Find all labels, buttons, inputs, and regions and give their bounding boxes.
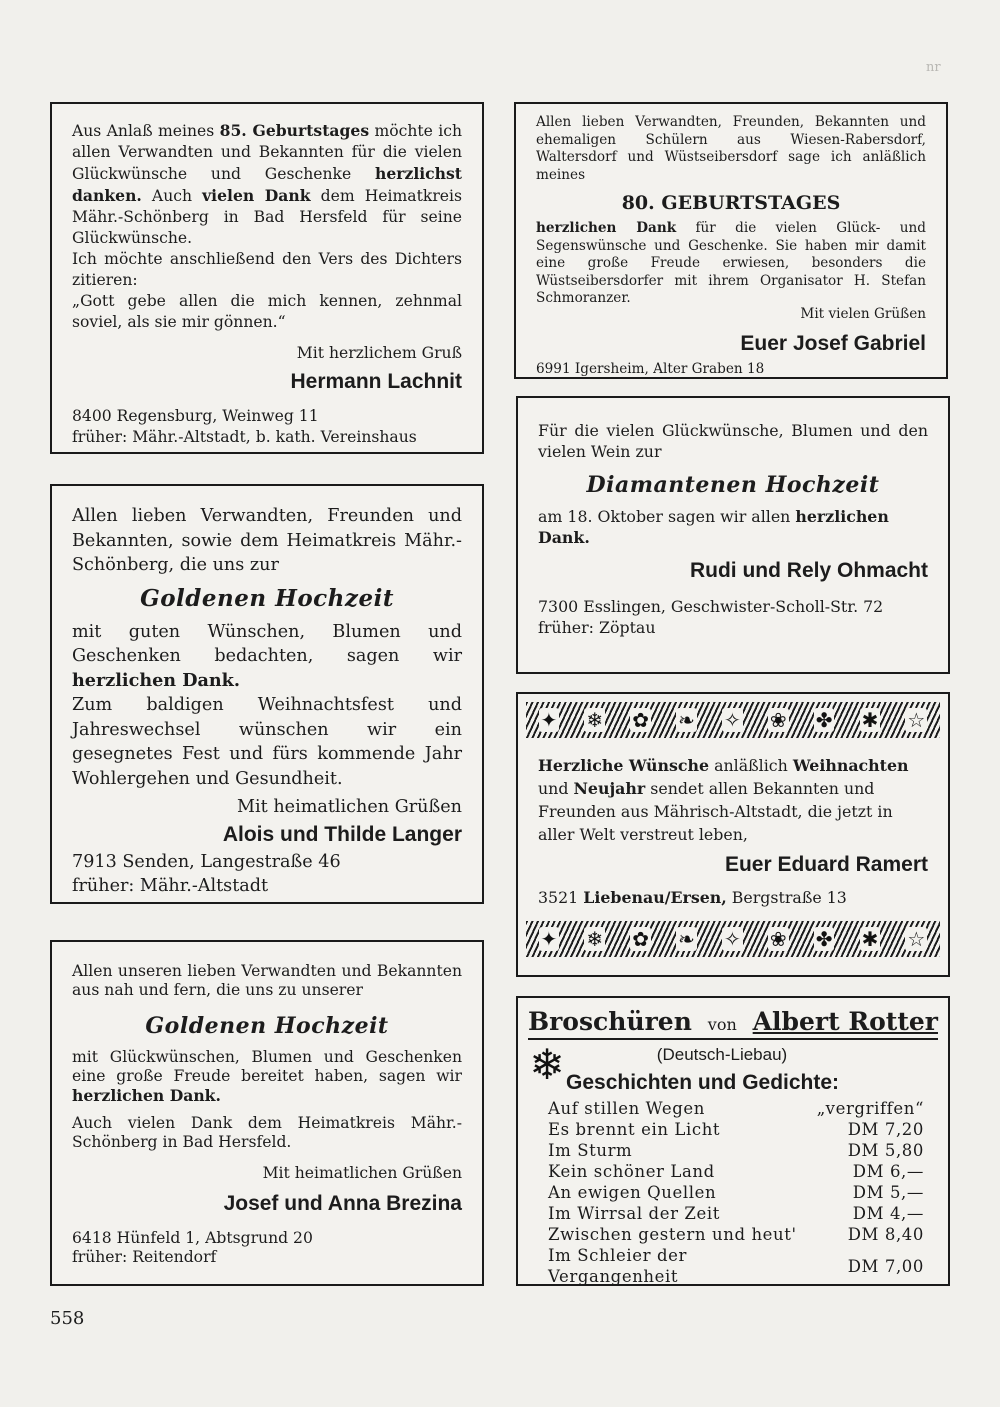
greeting: Mit vielen Grüßen xyxy=(800,305,926,322)
ad-title xyxy=(528,1006,938,1040)
greeting: Mit herzlichem Gruß xyxy=(296,344,462,362)
book-title: Zwischen gestern und heut' xyxy=(548,1225,797,1244)
asterisk-icon: ✱ xyxy=(861,708,879,732)
author-name: Albert Rotter xyxy=(752,1007,938,1036)
title-word: von xyxy=(707,1015,737,1034)
ad-text xyxy=(72,120,462,249)
emphasis: Weihnachten xyxy=(792,756,909,775)
text: dem Heimatkreis Mähr.-Schönberg in Bad Hersfeld für seine Glückwünsche. xyxy=(72,187,462,247)
text: Auch xyxy=(141,187,203,205)
book-price: DM 7,20 xyxy=(847,1120,924,1139)
occasion-heading: Diamantenen Hochzeit xyxy=(586,472,880,498)
text: Bergstraße 13 xyxy=(726,888,847,907)
ad-brezina xyxy=(50,940,484,1286)
star-icon: ✦ xyxy=(540,708,558,732)
ad-text xyxy=(538,506,928,548)
greeting: Mit heimatlichen Grüßen xyxy=(262,1164,462,1182)
address: 7300 Esslingen, Geschwister-Scholl-Str. 72 xyxy=(538,597,884,616)
emphasis: Herzliche Wünsche xyxy=(538,756,710,775)
flower-icon: ✿ xyxy=(632,927,650,951)
former-address: früher: Reitendorf xyxy=(72,1248,217,1266)
ad-rotter xyxy=(516,996,950,1286)
ad-langer xyxy=(50,484,484,904)
ad-text xyxy=(536,220,926,308)
ad-text xyxy=(72,620,462,694)
book-price: „vergriffen“ xyxy=(816,1099,924,1118)
sender-name: Euer Josef Gabriel xyxy=(740,332,926,355)
greeting: Mit heimatlichen Grüßen xyxy=(237,797,462,817)
section-heading: Geschichten und Gedichte: xyxy=(566,1071,840,1094)
snowflake-icon: ❄ xyxy=(586,708,604,732)
book-price: DM 5,80 xyxy=(847,1141,924,1160)
sender-name: Rudi und Rely Ohmacht xyxy=(689,559,928,582)
asterisk-icon: ✱ xyxy=(861,927,879,951)
leaf-icon: ❧ xyxy=(678,708,695,732)
title-word: Broschüren xyxy=(528,1007,692,1036)
address: 8400 Regensburg, Weinweg 11 xyxy=(72,407,319,425)
star-icon: ✦ xyxy=(540,927,558,951)
ad-text xyxy=(72,1048,462,1106)
page-number: 558 xyxy=(50,1308,85,1329)
emphasis: herzlichen Dank. xyxy=(72,669,240,691)
ad-text: Allen lieben Verwandten, Freunden und Bekannten, sowie dem Heimatkreis Mähr.-Schönberg, die uns zur xyxy=(72,506,462,575)
former-address: früher: Zöptau xyxy=(538,618,656,637)
book-title: Kein schöner Land xyxy=(548,1162,715,1181)
sender-name: Hermann Lachnit xyxy=(290,370,462,393)
address: 7913 Senden, Langestraße 46 xyxy=(72,851,341,872)
ad-text: Zum baldigen Weihnachtsfest und Jahreswechsel wünschen wir ein gesegnetes Fest und fürs kommende Jahr Wohlergehen und Gesundheit. xyxy=(72,695,462,789)
book-title: Im Schleier der Vergangenheit xyxy=(548,1246,688,1286)
ad-text: Allen unseren lieben Verwandten und Bekannten aus nah und fern, die uns zu unserer xyxy=(72,962,462,999)
price-list-row xyxy=(548,1119,938,1140)
address xyxy=(538,886,928,909)
former-address: früher: Mähr.-Altstadt, b. kath. Vereinshaus xyxy=(72,428,417,446)
sender-name: Alois und Thilde Langer xyxy=(222,822,462,846)
emphasis: herzlichen Dank. xyxy=(72,1086,221,1105)
emphasis: Liebenau/Ersen, xyxy=(583,888,727,907)
author-origin: (Deutsch-Liebau) xyxy=(656,1045,788,1064)
blossom-icon: ❀ xyxy=(769,927,787,951)
occasion-heading: Goldenen Hochzeit xyxy=(145,1013,389,1039)
price-list-row xyxy=(548,1098,938,1119)
leaf-icon: ❧ xyxy=(678,927,695,951)
text: 3521 xyxy=(538,888,584,907)
snowflake-icon: ❄ xyxy=(529,1041,565,1088)
clover-icon: ✤ xyxy=(815,927,833,951)
emphasis: vielen Dank xyxy=(202,186,311,205)
quote: „Gott gebe allen die mich kennen, zehnmal soviel, als sie mir gönnen.“ xyxy=(72,292,462,331)
sparkle-icon: ✧ xyxy=(723,927,741,951)
flower-icon: ✿ xyxy=(632,708,650,732)
book-title: Im Sturm xyxy=(548,1141,633,1160)
text: möchte ich allen Verwandten und Bekannten für die vielen Glückwünsche und Geschenke xyxy=(72,122,462,183)
price-list-row xyxy=(548,1203,938,1224)
ad-ramert xyxy=(516,692,950,977)
ad-text: Allen lieben Verwandten, Freunden, Bekannten und ehemaligen Schülern aus Wiesen-Rabersdorf, Waltersdorf und Wüstseibersdorf sage ich anläßlich meines xyxy=(536,114,926,183)
text: mit Glückwünschen, Blumen und Geschenken eine große Freude bereitet haben, sagen wir xyxy=(72,1048,462,1085)
blossom-icon: ❀ xyxy=(769,708,787,732)
book-price: DM 4,— xyxy=(852,1204,924,1223)
clover-icon: ✤ xyxy=(815,708,833,732)
snowflake-icon: ❄ xyxy=(586,927,604,951)
book-title: Es brennt ein Licht xyxy=(548,1120,721,1139)
text: Aus Anlaß meines xyxy=(72,122,220,140)
occasion-heading: Goldenen Hochzeit xyxy=(140,584,394,612)
price-list-row xyxy=(548,1140,938,1161)
ad-lachnit xyxy=(50,102,484,454)
price-list-row xyxy=(548,1245,938,1287)
emphasis: Neujahr xyxy=(573,779,646,798)
book-title: An ewigen Quellen xyxy=(548,1183,717,1202)
emphasis: herzlichst danken. xyxy=(72,164,462,205)
price-list-row xyxy=(548,1182,938,1203)
former-address: früher: Mähr.-Altstadt xyxy=(72,876,269,896)
occasion-heading: 80. GEBURTSTAGES xyxy=(621,192,841,214)
text: und xyxy=(538,779,574,798)
book-title: Auf stillen Wegen xyxy=(548,1099,705,1118)
ad-gabriel xyxy=(514,102,948,379)
text: mit guten Wünschen, Blumen und Geschenken bedachten, sagen wir xyxy=(72,621,462,666)
ad-text xyxy=(538,754,928,846)
corner-mark: nr xyxy=(926,60,941,75)
sparkle-icon: ✧ xyxy=(723,708,741,732)
ornament-border-top xyxy=(526,702,940,738)
emphasis: herzlichen Dank. xyxy=(538,507,889,547)
book-price: DM 5,— xyxy=(852,1183,924,1202)
star-outline-icon: ☆ xyxy=(907,927,926,951)
price-list xyxy=(548,1098,938,1287)
price-list-row xyxy=(548,1224,938,1245)
text: sendet allen Bekannten und Freunden aus Mährisch-Altstadt, die jetzt in aller Welt verstreut leben, xyxy=(538,779,893,844)
text: anläßlich xyxy=(709,756,793,775)
price-list-row xyxy=(548,1161,938,1182)
ornament-border-bottom xyxy=(526,921,940,957)
star-outline-icon: ☆ xyxy=(907,708,926,732)
ad-text: Auch vielen Dank dem Heimatkreis Mähr.-Schönberg in Bad Hersfeld. xyxy=(72,1114,462,1151)
text: am 18. Oktober sagen wir allen xyxy=(538,507,796,526)
text: für die vielen Glück- und Segenswünsche und Geschenke. Sie haben mir damit eine große Freude erwiesen, besonders die Wüstseibersdorfer mit ihrem Organisator H. Stefan Schmoranzer. xyxy=(536,220,926,306)
ad-text: Für die vielen Glückwünsche, Blumen und den vielen Wein zur xyxy=(538,421,928,461)
book-price: DM 6,— xyxy=(852,1162,924,1181)
book-price: DM 7,00 xyxy=(847,1256,924,1276)
book-price: DM 8,40 xyxy=(847,1225,924,1244)
ad-text: Ich möchte anschließend den Vers des Dichters zitieren: xyxy=(72,250,462,289)
sender-name: Josef und Anna Brezina xyxy=(223,1192,462,1215)
address: 6418 Hünfeld 1, Abtsgrund 20 xyxy=(72,1229,313,1247)
emphasis: 85. Geburtstages xyxy=(219,121,370,140)
address: 6991 Igersheim, Alter Graben 18 xyxy=(536,361,765,377)
sender-name: Euer Eduard Ramert xyxy=(724,853,928,876)
ad-ohmacht xyxy=(516,396,950,674)
book-title: Im Wirrsal der Zeit xyxy=(548,1204,720,1223)
emphasis: herzlichen Dank xyxy=(536,220,677,236)
